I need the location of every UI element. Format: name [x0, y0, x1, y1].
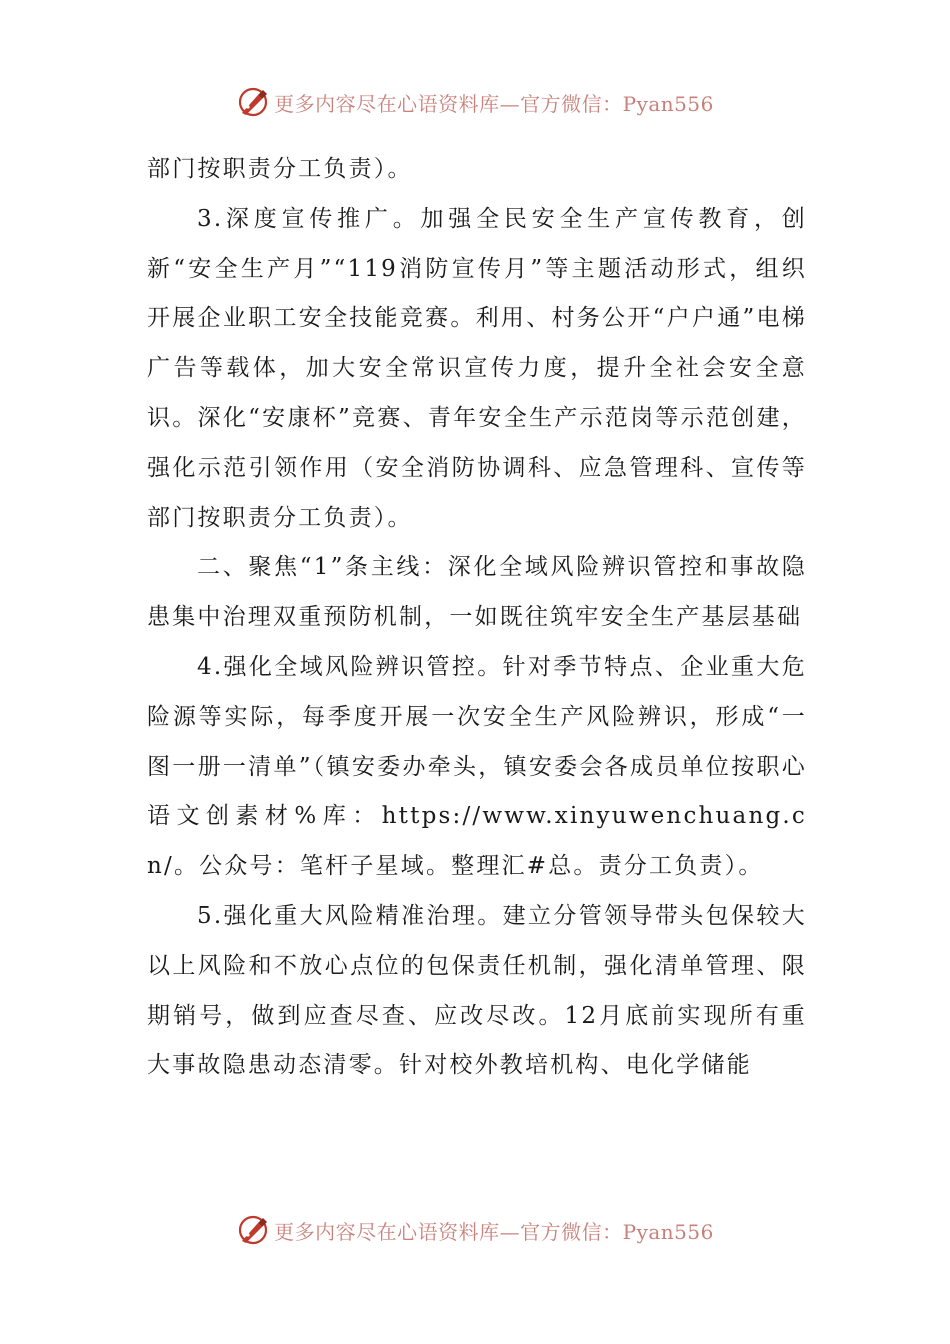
footer-banner-text: 更多内容尽在心语资料库—官方微信：Pyan556	[274, 1219, 714, 1244]
header-watermark-banner	[0, 82, 950, 122]
header-banner-text: 更多内容尽在心语资料库—官方微信：Pyan556	[274, 91, 714, 116]
pen-nib-logo-icon	[236, 1213, 270, 1247]
paragraph-continuation: 部门按职责分工负责）。	[147, 156, 413, 182]
document-body	[147, 145, 807, 1091]
footer-watermark-banner	[0, 1210, 950, 1250]
paragraph-item-4: 4.强化全域风险辨识管控。针对季节特点、企业重大危险源等实际，每季度开展一次安全生产风险辨识，形成“一图一册一清单”（镇安委办牵头，镇安委会各成员单位按职心语文创素材%库：https://www.xinyuwenchuang.cn/。公众号：笔杆子星域。整理汇#总。责分工负责）。	[147, 653, 807, 880]
paragraph-item-5: 5.强化重大风险精准治理。建立分管领导带头包保较大以上风险和不放心点位的包保责任机制，强化清单管理、限期销号，做到应查尽查、应改尽改。12月底前实现所有重大事故隐患动态清零。针对校外教培机构、电化学储能	[147, 902, 807, 1079]
pen-nib-logo-icon	[236, 85, 270, 119]
section-heading-2: 二、聚焦“1”条主线：深化全域风险辨识管控和事故隐患集中治理双重预防机制，一如既往筑牢安全生产基层基础	[147, 554, 807, 631]
paragraph-item-3: 3.深度宣传推广。加强全民安全生产宣传教育，创新“安全生产月”“119消防宣传月”等主题活动形式，组织开展企业职工安全技能竞赛。利用、村务公开“户户通”电梯广告等载体，加大安全常识宣传力度，提升全社会安全意识。深化“安康杯”竞赛、青年安全生产示范岗等示范创建，强化示范引领作用（安全消防协调科、应急管理科、宣传等部门按职责分工负责）。	[147, 205, 807, 531]
